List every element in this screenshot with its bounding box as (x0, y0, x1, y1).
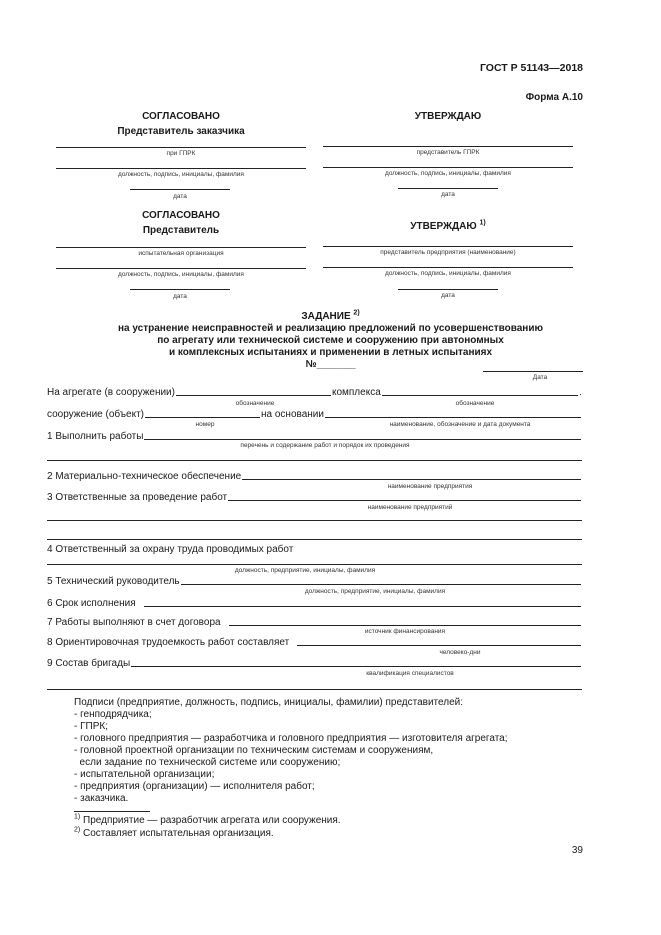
left1-line1 (56, 147, 306, 148)
cap-f2: наименование предприятия (387, 483, 473, 490)
f4-label: 4 Ответственный за охрану труда проводимых работ (47, 544, 294, 555)
right2-line1 (323, 246, 573, 247)
footnote-2-mark: 2) (74, 826, 81, 834)
f5-label: 5 Технический руководитель (47, 576, 180, 587)
f3-label: 3 Ответственные за проведение работ (47, 492, 228, 503)
cap-designation-2: обозначение (455, 400, 495, 407)
right2-title-sup: 1) (479, 219, 486, 227)
row-f9 (47, 657, 582, 669)
footnote-1-mark: 1) (74, 813, 81, 821)
footnote-separator (74, 811, 150, 812)
signature-item: - испытательной организации; (74, 769, 215, 780)
row-f3 (47, 491, 582, 503)
signature-item: - генподрядчика; (74, 709, 152, 720)
cap-f9: квалификация специалистов (366, 670, 454, 677)
f1-extra-line (47, 460, 582, 461)
task-date-line (483, 371, 583, 372)
right1-line1 (323, 146, 573, 147)
f3-input[interactable] (228, 491, 581, 501)
f1-input[interactable] (144, 430, 581, 440)
left2-caption1: испытательная организация (138, 250, 224, 257)
f6-label: 6 Срок исполнения (47, 598, 136, 609)
right1-caption2: должность, подпись, инициалы, фамилия (385, 170, 511, 177)
left1-caption3: дата (173, 193, 187, 200)
left2-date-line (130, 289, 230, 290)
cap-f1: перечень и содержание работ и порядок их проведения (240, 442, 410, 449)
footnote-1-text: Предприятие — разработчик агрегата или сооружения. (83, 815, 341, 826)
left2-title: СОГЛАСОВАНО (142, 210, 220, 221)
left1-subtitle: Представитель заказчика (117, 126, 245, 137)
footnote-2-text: Составляет испытательная организация. (83, 828, 274, 839)
basis-input[interactable] (325, 408, 581, 418)
cap-number: номер (195, 421, 215, 428)
f9-label: 9 Состав бригады (47, 658, 131, 669)
right1-line2 (323, 167, 573, 168)
left1-line2 (56, 168, 306, 169)
right2-caption3: дата (441, 292, 455, 299)
right1-caption1: представитель ГПРК (416, 149, 480, 156)
signature-item: - ГПРК; (74, 721, 108, 732)
signature-item: - головной проектной организации по техническим системам и сооружениям, (74, 745, 434, 756)
structure-input[interactable] (145, 408, 260, 418)
f3-extra-line-2 (47, 539, 582, 540)
f1-label: 1 Выполнить работы (47, 431, 144, 442)
f2-input[interactable] (242, 470, 581, 480)
left2-line1 (56, 247, 306, 248)
cap-f4: должность, предприятие, инициалы, фамилия (234, 567, 376, 574)
signature-item: - заказчика. (74, 793, 129, 804)
aggregate-label: На агрегате (в сооружении) (47, 387, 175, 398)
row-f7 (47, 616, 582, 628)
left1-title: СОГЛАСОВАНО (142, 111, 220, 122)
basis-label: на основании (261, 409, 324, 420)
f8-label: 8 Ориентировочная трудоемкость работ составляет (47, 637, 290, 648)
task-title-sup: 2) (353, 309, 360, 317)
right2-date-line (398, 289, 498, 290)
right2-title (323, 221, 573, 232)
right2-line2 (323, 267, 573, 268)
f3-extra-line-1 (47, 520, 582, 521)
footnote-1 (74, 815, 341, 826)
left2-caption3: дата (173, 293, 187, 300)
aggregate-input[interactable] (176, 386, 331, 396)
row-structure (47, 408, 582, 420)
row-f8 (47, 636, 582, 648)
left1-date-line (130, 189, 230, 190)
structure-label: сооружение (объект) (47, 409, 144, 420)
complex-label: комплекса (331, 387, 381, 398)
page-number: 39 (571, 845, 583, 856)
document-code: ГОСТ Р 51143—2018 (479, 62, 583, 74)
right1-date-line (398, 188, 498, 189)
signature-item: - предприятия (организации) — исполнителя работ; (74, 781, 315, 792)
left1-caption2: должность, подпись, инициалы, фамилия (118, 171, 244, 178)
signature-item: - головного предприятия — разработчика и головного предприятия — изготовителя агрегата; (74, 733, 508, 744)
f9-input[interactable] (131, 657, 581, 667)
f5-input[interactable] (181, 575, 581, 585)
right1-caption3: дата (441, 191, 455, 198)
cap-f7: источник финансирования (364, 628, 446, 635)
right2-caption2: должность, подпись, инициалы, фамилия (385, 270, 511, 277)
row-aggregate (47, 386, 582, 398)
f9-extra-line (47, 689, 582, 690)
f8-input[interactable] (297, 636, 581, 646)
task-date-caption: Дата (532, 374, 548, 381)
row-aggregate-end: . (579, 387, 582, 398)
form-label: Форма А.10 (525, 92, 583, 103)
signature-item: если задание по технической системе или сооружению; (74, 757, 341, 768)
signatures-intro: Подписи (предприятие, должность, подпись, инициалы, фамилии) представителей: (74, 697, 464, 708)
right2-caption1: представитель предприятия (наименование) (380, 249, 516, 256)
cap-f5: должность, предприятие, инициалы, фамилия (304, 588, 446, 595)
left2-caption2: должность, подпись, инициалы, фамилия (118, 271, 244, 278)
signatures-list (74, 709, 508, 805)
footnote-2 (74, 828, 274, 839)
row-f6 (47, 597, 582, 609)
row-f1 (47, 430, 582, 442)
task-line-1: на устранение неисправностей и реализацию предложений по усовершенствованию (117, 323, 544, 334)
task-title (0, 311, 661, 322)
f7-label: 7 Работы выполняют в счет договора (47, 617, 221, 628)
task-line-2: по агрегату или технической системе и сооружению при автономных (157, 335, 504, 346)
left2-subtitle: Представитель (142, 225, 220, 236)
task-title-text: ЗАДАНИЕ (301, 311, 351, 322)
left2-line2 (56, 268, 306, 269)
row-f5 (47, 575, 582, 587)
cap-f3: наименование предприятий (367, 504, 453, 511)
right1-title: УТВЕРЖДАЮ (414, 111, 482, 122)
cap-doc: наименование, обозначение и дата документа (389, 421, 531, 428)
f6-input[interactable] (144, 597, 581, 607)
cap-designation-1: обозначение (235, 400, 275, 407)
f7-input[interactable] (229, 616, 581, 626)
f2-label: 2 Материально-техническое обеспечение (47, 471, 242, 482)
right2-title-text: УТВЕРЖДАЮ (410, 221, 477, 232)
task-number: №_______ (305, 359, 356, 370)
complex-input[interactable] (382, 386, 578, 396)
f4-input[interactable] (47, 564, 582, 565)
left1-caption1: при ГПРК (166, 150, 196, 157)
task-line-3: и комплексных испытаниях и применении в летных испытаниях (168, 347, 493, 358)
cap-f8: человеко-дни (439, 649, 481, 656)
row-f2 (47, 470, 582, 482)
